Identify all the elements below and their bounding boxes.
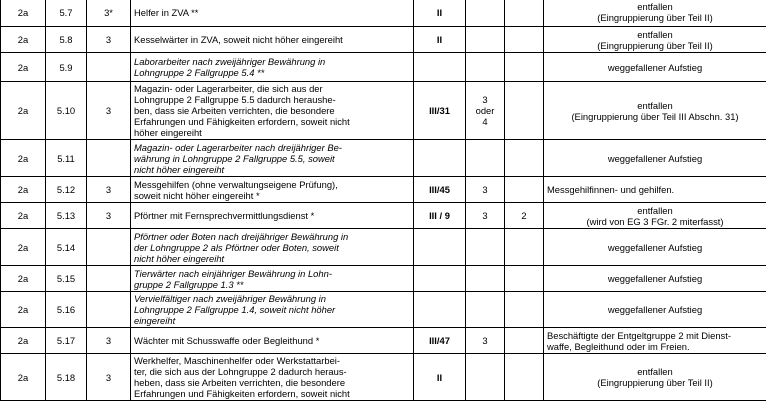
description-cell: Pförtner oder Boten nach dreijähriger Bewährung in der Lohngruppe 2 als Pförtner oder Boten, soweit nicht höher eingereiht [131,229,414,266]
reference-cell: II [414,27,466,53]
group-cell: 2a [1,140,46,177]
remark-cell: Messgehilfinnen- und gehilfen. [544,177,766,203]
old-group-cell: 3 [87,203,131,229]
old-group-cell: 3 [87,82,131,140]
description-cell: Kesselwärter in ZVA, soweit nicht höher eingereiht [131,27,414,53]
table-row [1,27,766,53]
remark-cell: entfallen (wird von EG 3 FGr. 2 miterfasst) [544,203,766,229]
new-group-cell: 3 [466,328,505,354]
group-cell: 2a [1,328,46,354]
step-cell [505,53,544,82]
description-cell: Wächter mit Schusswaffe oder Begleithund * [131,328,414,354]
group-cell: 2a [1,53,46,82]
table-row [1,140,766,177]
old-group-cell: 3 [87,27,131,53]
table-row [1,53,766,82]
new-group-cell [466,27,505,53]
step-cell [505,229,544,266]
old-group-cell: 3 [87,354,131,401]
new-group-cell [466,229,505,266]
step-cell [505,82,544,140]
remark-cell: Beschäftigte der Entgeltgruppe 2 mit Dienst- waffe, Begleithund oder im Freien. [544,328,766,354]
remark-cell: entfallen (Eingruppierung über Teil II) [544,27,766,53]
case-number-cell: 5.13 [46,203,87,229]
old-group-cell [87,140,131,177]
table-row [1,177,766,203]
table-row [1,266,766,292]
group-cell: 2a [1,203,46,229]
case-number-cell: 5.12 [46,177,87,203]
group-cell: 2a [1,292,46,328]
new-group-cell [466,292,505,328]
group-cell: 2a [1,266,46,292]
new-group-cell [466,266,505,292]
reference-cell [414,292,466,328]
case-number-cell: 5.8 [46,27,87,53]
remark-cell: weggefallener Aufstieg [544,53,766,82]
group-cell: 2a [1,229,46,266]
table-row [1,0,766,27]
description-cell: Tierwärter nach einjähriger Bewährung in Lohn- gruppe 2 Fallgruppe 1.3 ** [131,266,414,292]
case-number-cell: 5.7 [46,0,87,27]
reference-cell [414,229,466,266]
reference-cell [414,140,466,177]
new-group-cell: 3 [466,177,505,203]
new-group-cell: 3 [466,203,505,229]
new-group-cell: 3 oder 4 [466,82,505,140]
old-group-cell [87,266,131,292]
group-cell: 2a [1,177,46,203]
description-cell: Magazin- oder Lagerarbeiter nach dreijähriger Be- währung in Lohngruppe 2 Fallgruppe 5.5, soweit nicht höher eingereiht [131,140,414,177]
step-cell [505,140,544,177]
description-cell: Laborarbeiter nach zweijähriger Bewährung in Lohngruppe 2 Fallgruppe 5.4 ** [131,53,414,82]
case-number-cell: 5.16 [46,292,87,328]
remark-cell: entfallen (Eingruppierung über Teil II) [544,0,766,27]
reference-cell [414,266,466,292]
description-cell: Pförtner mit Fernsprechvermittlungsdienst * [131,203,414,229]
description-cell: Magazin- oder Lagerarbeiter, die sich aus der Lohngruppe 2 Fallgruppe 5.5 dadurch heraushe- ben, dass sie Arbeiten verrichten, die besondere Erfahrungen und Fähigkeiten erfordern, soweit nicht höher eingereiht [131,82,414,140]
table-row [1,203,766,229]
step-cell [505,354,544,401]
reference-cell: III/31 [414,82,466,140]
reference-cell: III/45 [414,177,466,203]
group-cell: 2a [1,82,46,140]
new-group-cell [466,140,505,177]
old-group-cell [87,292,131,328]
case-number-cell: 5.14 [46,229,87,266]
case-number-cell: 5.11 [46,140,87,177]
description-cell: Werkhelfer, Maschinenhelfer oder Werkstattarbei- ter, die sich aus der Lohngruppe 2 dadurch heraus- heben, dass sie Arbeiten verrichten, die besondere Erfahrungen und Fähigkeiten erfordern, soweit nicht [131,354,414,401]
reference-cell: II [414,354,466,401]
new-group-cell [466,0,505,27]
group-cell: 2a [1,0,46,27]
table-row [1,229,766,266]
case-number-cell: 5.18 [46,354,87,401]
remark-cell: weggefallener Aufstieg [544,229,766,266]
step-cell: 2 [505,203,544,229]
old-group-cell: 3 [87,177,131,203]
description-cell: Helfer in ZVA ** [131,0,414,27]
group-cell: 2a [1,27,46,53]
case-number-cell: 5.15 [46,266,87,292]
table-row [1,354,766,401]
new-group-cell [466,354,505,401]
old-group-cell [87,229,131,266]
remark-cell: weggefallener Aufstieg [544,292,766,328]
reference-cell: II [414,0,466,27]
step-cell [505,0,544,27]
step-cell [505,27,544,53]
case-number-cell: 5.10 [46,82,87,140]
step-cell [505,328,544,354]
description-cell: Vervielfältiger nach zweijähriger Bewährung in Lohngruppe 2 Fallgruppe 1.4, soweit nicht höher eingereiht [131,292,414,328]
remark-cell: weggefallener Aufstieg [544,140,766,177]
description-cell: Messgehilfen (ohne verwaltungseigene Prüfung), soweit nicht höher eingereiht * [131,177,414,203]
step-cell [505,266,544,292]
old-group-cell: 3 [87,328,131,354]
reference-cell: III / 9 [414,203,466,229]
table-row [1,82,766,140]
remark-cell: weggefallener Aufstieg [544,266,766,292]
reference-cell [414,53,466,82]
table-row [1,328,766,354]
old-group-cell [87,53,131,82]
case-number-cell: 5.9 [46,53,87,82]
group-cell: 2a [1,354,46,401]
old-group-cell: 3* [87,0,131,27]
remark-cell: entfallen (Eingruppierung über Teil II) [544,354,766,401]
case-number-cell: 5.17 [46,328,87,354]
new-group-cell [466,53,505,82]
step-cell [505,177,544,203]
reference-cell: III/47 [414,328,466,354]
table-row [1,292,766,328]
step-cell [505,292,544,328]
remark-cell: entfallen (Eingruppierung über Teil III Abschn. 31) [544,82,766,140]
